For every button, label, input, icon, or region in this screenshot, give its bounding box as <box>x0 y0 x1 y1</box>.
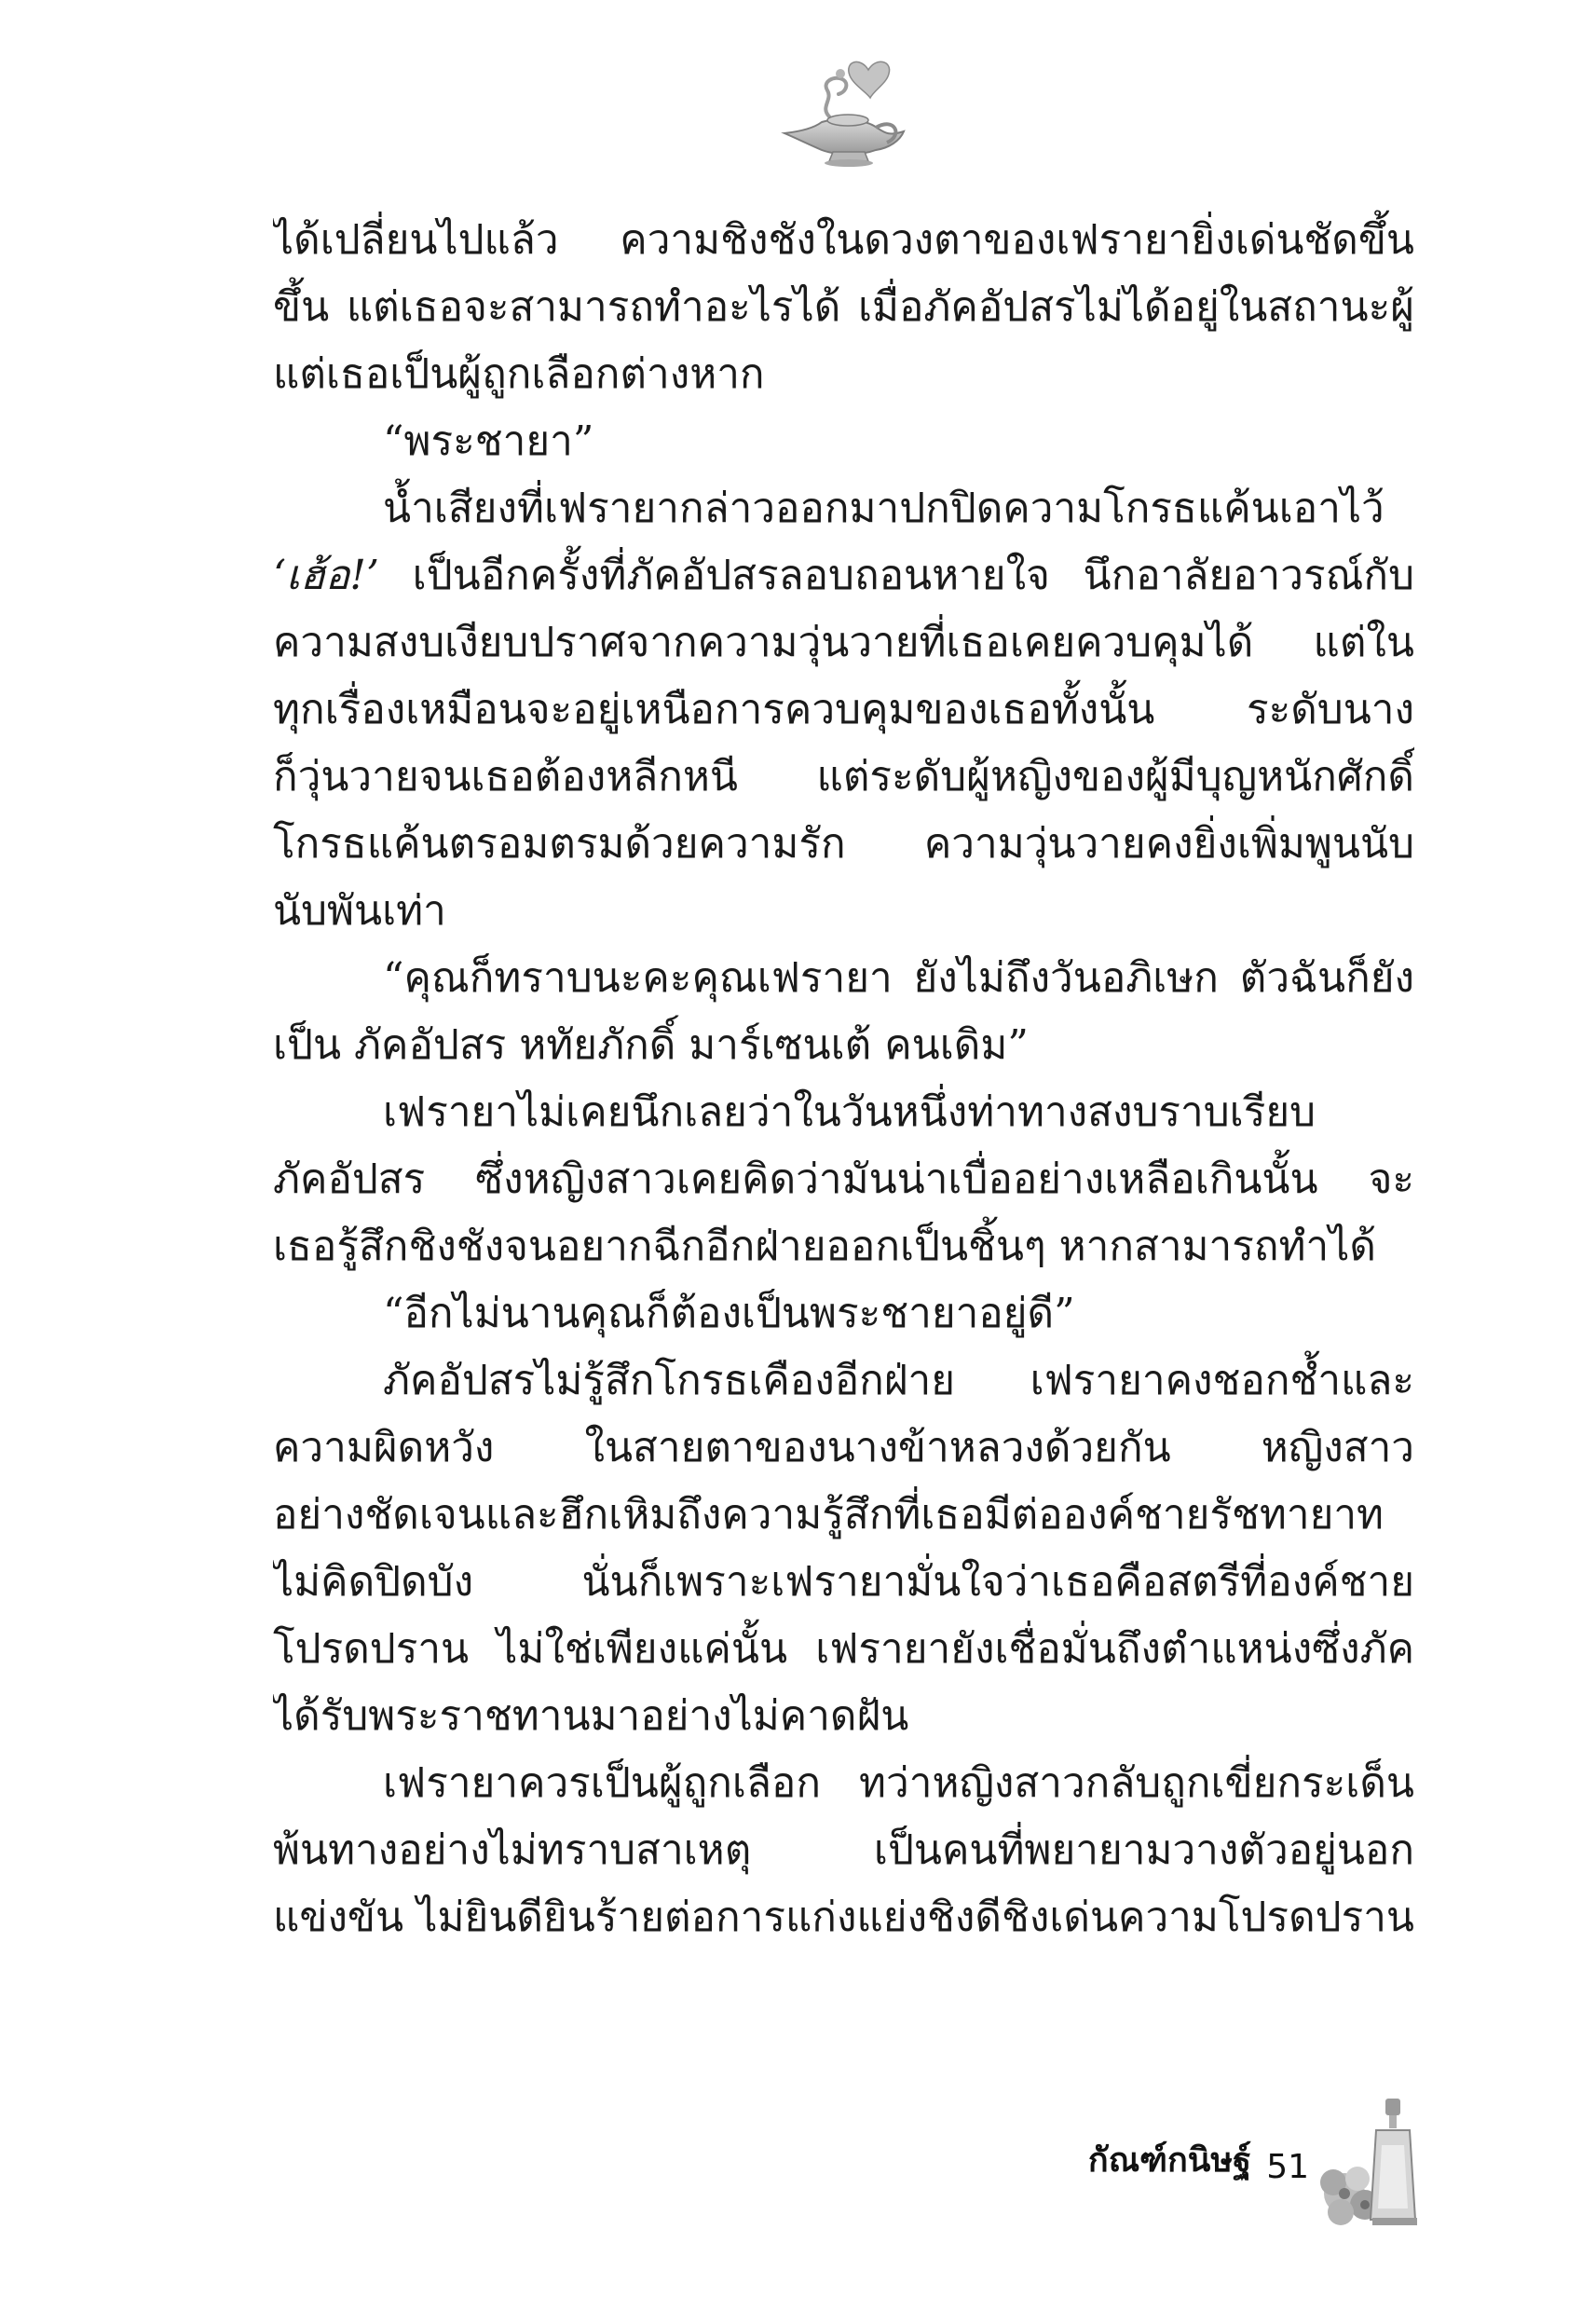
paragraph-line: แต่เธอเป็นผู้ถูกเลือกต่างหาก <box>273 350 765 398</box>
dialogue-line: “อีกไม่นานคุณก็ต้องเป็นพระชายาอยู่ดี” <box>383 1290 1075 1337</box>
paragraph-line: แข่งขัน ไม่ยินดียินร้ายต่อการแก่งแย่งชิงดีชิงเด่นความโปรดปราน <box>273 1894 1414 1941</box>
page-footer <box>1037 2089 1428 2229</box>
paragraph-line: ได้รับพระราชทานมาอย่างไม่คาดฝัน <box>273 1692 909 1740</box>
dialogue-line: “คุณก็ทราบนะคะคุณเฟรายา ยังไม่ถึงวันอภิเษก ตัวฉันก็ยัง <box>383 954 1414 1002</box>
book-title: กัณฑ์กนิษฐ์ <box>1087 2141 1251 2180</box>
paragraph-line: ความสงบเงียบปราศจากความวุ่นวายที่เธอเคยควบคุมได้ แต่ใน <box>273 619 1414 666</box>
paragraph-line <box>273 542 1414 609</box>
page-number: 51 <box>1266 2148 1309 2186</box>
genie-lamp-with-heart-icon <box>764 51 913 177</box>
paragraph-line: ความผิดหวัง ในสายตาของนางข้าหลวงด้วยกัน หญิงสาว <box>273 1424 1414 1471</box>
paragraph-line: ขึ้น แต่เธอจะสามารถทำอะไรได้ เมื่อภัคอัปสรไม่ได้อยู่ในสถานะผู้ <box>273 283 1414 331</box>
dialogue-line: “พระชายา” <box>383 417 594 465</box>
paragraph-line: นับพันเท่า <box>273 887 446 935</box>
paragraph-line: ไม่คิดปิดบัง นั่นก็เพราะเฟรายามั่นใจว่าเธอคือสตรีที่องค์ชาย <box>273 1558 1414 1606</box>
paragraph-line: น้ำเสียงที่เฟรายากล่าวออกมาปกปิดความโกรธแค้นเอาไว้ <box>383 485 1385 532</box>
paragraph-line-rest: เป็นอีกครั้งที่ภัคอัปสรลอบถอนหายใจ นึกอาลัยอาวรณ์กับ <box>378 552 1414 599</box>
paragraph-line: ภัคอัปสร ซึ่งหญิงสาวเคยคิดว่ามันน่าเบื่ออย่างเหลือเกินนั้น จะ <box>273 1156 1414 1203</box>
paragraph-line: โกรธแค้นตรอมตรมด้วยความรัก ความวุ่นวายคงยิ่งเพิ่มพูนนับ <box>273 820 1414 868</box>
paragraph-line: เธอรู้สึกชิงชังจนอยากฉีกอีกฝ่ายออกเป็นชิ้นๆ หากสามารถทำได้ <box>273 1223 1376 1270</box>
paragraph-line: ทุกเรื่องเหมือนจะอยู่เหนือการควบคุมของเธอทั้งนั้น ระดับนาง <box>273 686 1414 733</box>
dialogue-line: เป็น ภัคอัปสร หทัยภักดิ์ มาร์เซนเต้ คนเดิม” <box>273 1021 1029 1069</box>
paragraph-line: ภัคอัปสรไม่รู้สึกโกรธเคืองอีกฝ่าย เฟรายาคงชอกช้ำและ <box>383 1357 1414 1404</box>
paragraph-line: อย่างชัดเจนและฮึกเหิมถึงความรู้สึกที่เธอมีต่อองค์ชายรัชทายาท <box>273 1491 1385 1538</box>
paragraph-line: พ้นทางอย่างไม่ทราบสาเหตุ เป็นคนที่พยายามวางตัวอยู่นอก <box>273 1826 1414 1874</box>
paragraph-line: เฟรายาควรเป็นผู้ถูกเลือก ทว่าหญิงสาวกลับถูกเขี่ยกระเด็น <box>383 1759 1414 1807</box>
exclamation-text: ‘เฮ้อ!’ <box>273 552 379 599</box>
perfume-bottle-with-flowers-icon <box>1316 2089 1428 2229</box>
chapter-body-text <box>273 207 1414 1951</box>
paragraph-line: ได้เปลี่ยนไปแล้ว ความชิงชังในดวงตาของเฟรายายิ่งเด่นชัดขึ้น <box>273 216 1414 264</box>
paragraph-line: โปรดปราน ไม่ใช่เพียงแค่นั้น เฟรายายังเชื่อมั่นถึงตำแหน่งซึ่งภัค <box>273 1625 1414 1673</box>
paragraph-line: ก็วุ่นวายจนเธอต้องหลีกหนี แต่ระดับผู้หญิงของผู้มีบุญหนักศักดิ์ <box>273 753 1414 800</box>
paragraph-line: เฟรายาไม่เคยนึกเลยว่าในวันหนึ่งท่าทางสงบราบเรียบ <box>383 1088 1316 1136</box>
